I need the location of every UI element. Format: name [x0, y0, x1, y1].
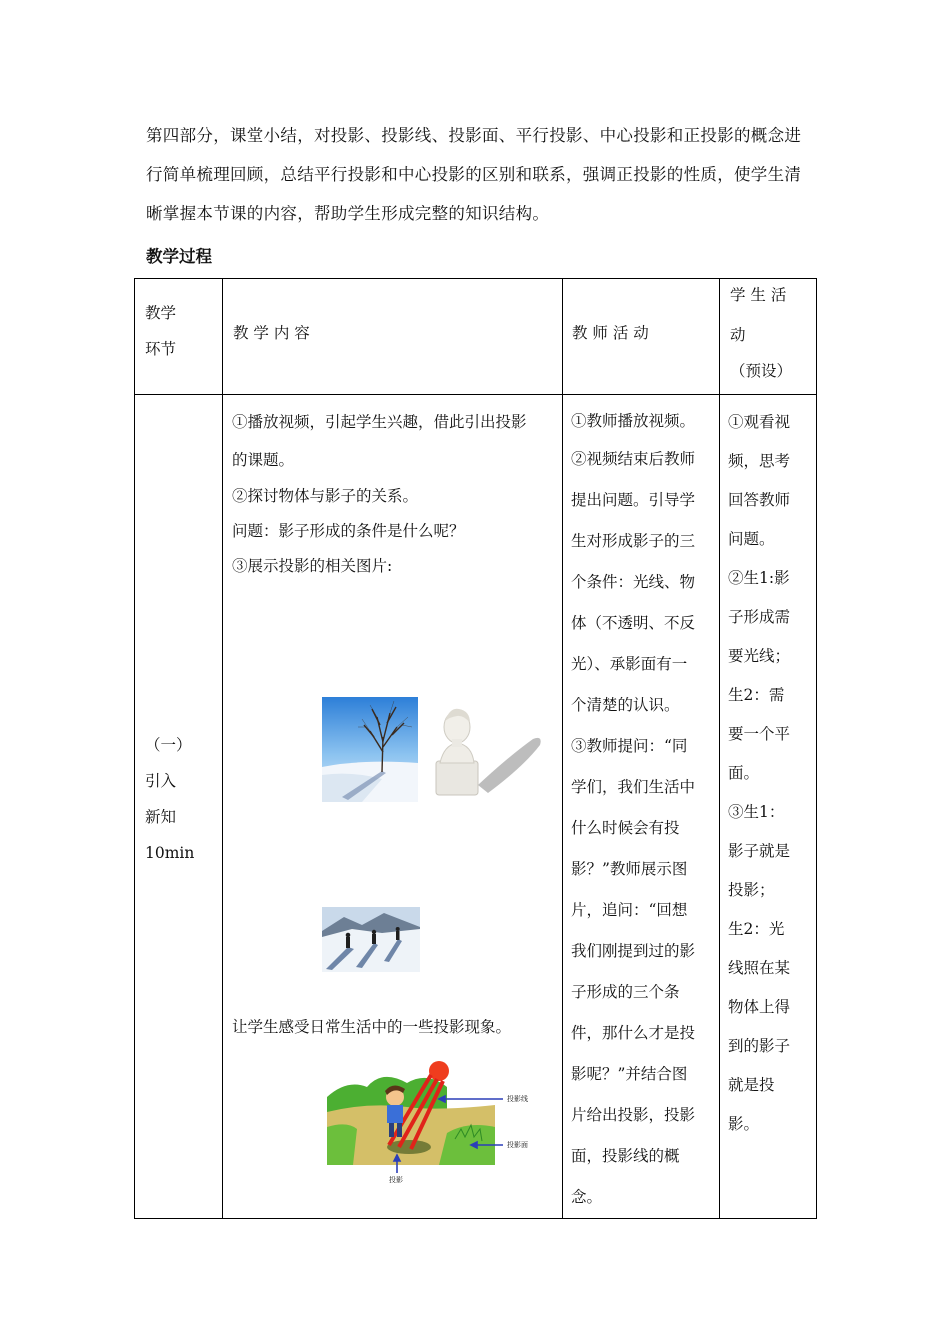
teacher-line: 生对形成影子的三	[571, 532, 696, 550]
student-line: 问题。	[728, 530, 775, 548]
student-line: 物体上得	[728, 998, 791, 1016]
student-line: 回答教师	[728, 491, 791, 509]
content-caption: 让学生感受日常生活中的一些投影现象。	[232, 1018, 512, 1036]
content-text	[223, 395, 562, 584]
statue-shadow-photo	[428, 697, 546, 802]
label-projection: 投影	[389, 1176, 403, 1184]
label-projection-line: 投影线	[507, 1095, 528, 1103]
teacher-line: ①教师播放视频。	[571, 412, 696, 430]
stage-label	[145, 727, 194, 871]
skiers-shadow-image	[322, 907, 420, 972]
teacher-line: 光）、承影面有一	[571, 655, 688, 673]
projection-diagram	[327, 1057, 551, 1187]
projection-diagram-image	[327, 1057, 551, 1187]
label-projection-plane: 投影面	[507, 1141, 528, 1149]
teacher-line: ③教师提问：“同	[571, 737, 688, 755]
content-line: 问题：影子形成的条件是什么呢？	[232, 522, 465, 540]
tree-shadow-image	[322, 697, 418, 802]
section-heading: 教学过程	[146, 247, 212, 266]
cell-teacher	[563, 395, 720, 1219]
teacher-line: 学们，我们生活中	[571, 778, 696, 796]
content-line: ①播放视频，引起学生兴趣，借此引出投影	[232, 413, 527, 431]
student-line: 线照在某	[728, 959, 791, 977]
cell-content	[223, 395, 563, 1219]
stage-line: （一）	[145, 736, 192, 754]
cell-stage	[135, 395, 223, 1219]
header-teacher-label: 教 师 活 动	[572, 324, 649, 342]
teacher-line: 片给出投影，投影	[571, 1106, 696, 1124]
student-line: 频，思考	[728, 452, 791, 470]
student-text	[720, 395, 816, 1144]
teacher-line: 影呢？”并结合图	[571, 1065, 688, 1083]
intro-paragraph	[146, 116, 818, 233]
teacher-line: 体（不透明、不反	[571, 614, 696, 632]
student-line: 要一个平	[728, 725, 791, 743]
intro-line-1: 第四部分，课堂小结，对投影、投影线、投影面、平行投影、中心投影和正投影的概念进	[146, 126, 802, 145]
header-student-line2: 动	[730, 326, 746, 344]
header-student	[720, 279, 817, 395]
student-line: ③生1：	[728, 803, 785, 821]
stage-line: 10min	[145, 844, 195, 862]
header-stage-line1: 教学	[145, 304, 177, 322]
skiers-shadow-photo	[322, 907, 420, 972]
content-line: ③展示投影的相关图片:	[232, 557, 393, 575]
header-stage-line2: 环节	[145, 340, 177, 358]
content-line: ②探讨物体与影子的关系。	[232, 487, 419, 505]
student-line: 要光线；	[728, 647, 791, 665]
student-line: 面。	[728, 764, 760, 782]
student-line: ②生1:影	[728, 569, 790, 587]
student-line: 投影；	[728, 881, 775, 899]
teaching-process-table	[134, 278, 817, 1219]
teacher-line: 片，追问：“回想	[571, 901, 688, 919]
content-line: 的课题。	[232, 451, 295, 469]
teacher-line: 面，投影线的概	[571, 1147, 680, 1165]
student-line: 到的影子	[728, 1037, 791, 1055]
header-student-line3: （预设）	[730, 362, 793, 380]
header-stage	[135, 279, 223, 395]
intro-line-2: 行简单梳理回顾，总结平行投影和中心投影的区别和联系，强调正投影的性质，使学生清	[146, 165, 802, 184]
stage-line: 新知	[145, 808, 177, 826]
teacher-line: 件，那什么才是投	[571, 1024, 696, 1042]
teacher-line: 个清楚的认识。	[571, 696, 680, 714]
teacher-line: ②视频结束后教师	[571, 450, 696, 468]
table-header-row	[135, 279, 817, 395]
student-line: 就是投	[728, 1076, 775, 1094]
teacher-line: 什么时候会有投	[571, 819, 680, 837]
cell-student	[720, 395, 817, 1219]
student-line: 生2：光	[728, 920, 785, 938]
intro-line-3: 晰掌握本节课的内容，帮助学生形成完整的知识结构。	[146, 204, 550, 223]
table-row-intro	[135, 395, 817, 1219]
student-line: 影子就是	[728, 842, 791, 860]
tree-shadow-photo	[322, 697, 418, 802]
stage-line: 引入	[145, 772, 177, 790]
header-content	[223, 279, 563, 395]
statue-shadow-image	[428, 697, 546, 802]
teacher-line: 个条件：光线、物	[571, 573, 696, 591]
teacher-line: 我们刚提到过的影	[571, 942, 696, 960]
student-line: 子形成需	[728, 608, 791, 626]
teacher-line: 提出问题。引导学	[571, 491, 696, 509]
student-line: ①观看视	[728, 413, 791, 431]
teacher-line: 子形成的三个条	[571, 983, 680, 1001]
header-student-line1: 学 生 活	[730, 286, 787, 304]
header-content-label: 教 学 内 容	[233, 324, 310, 342]
teacher-text	[563, 395, 719, 1218]
teacher-line: 影？”教师展示图	[571, 860, 688, 878]
student-line: 生2：需	[728, 686, 785, 704]
student-line: 影。	[728, 1115, 760, 1133]
header-teacher	[563, 279, 720, 395]
teacher-line: 念。	[571, 1188, 603, 1206]
